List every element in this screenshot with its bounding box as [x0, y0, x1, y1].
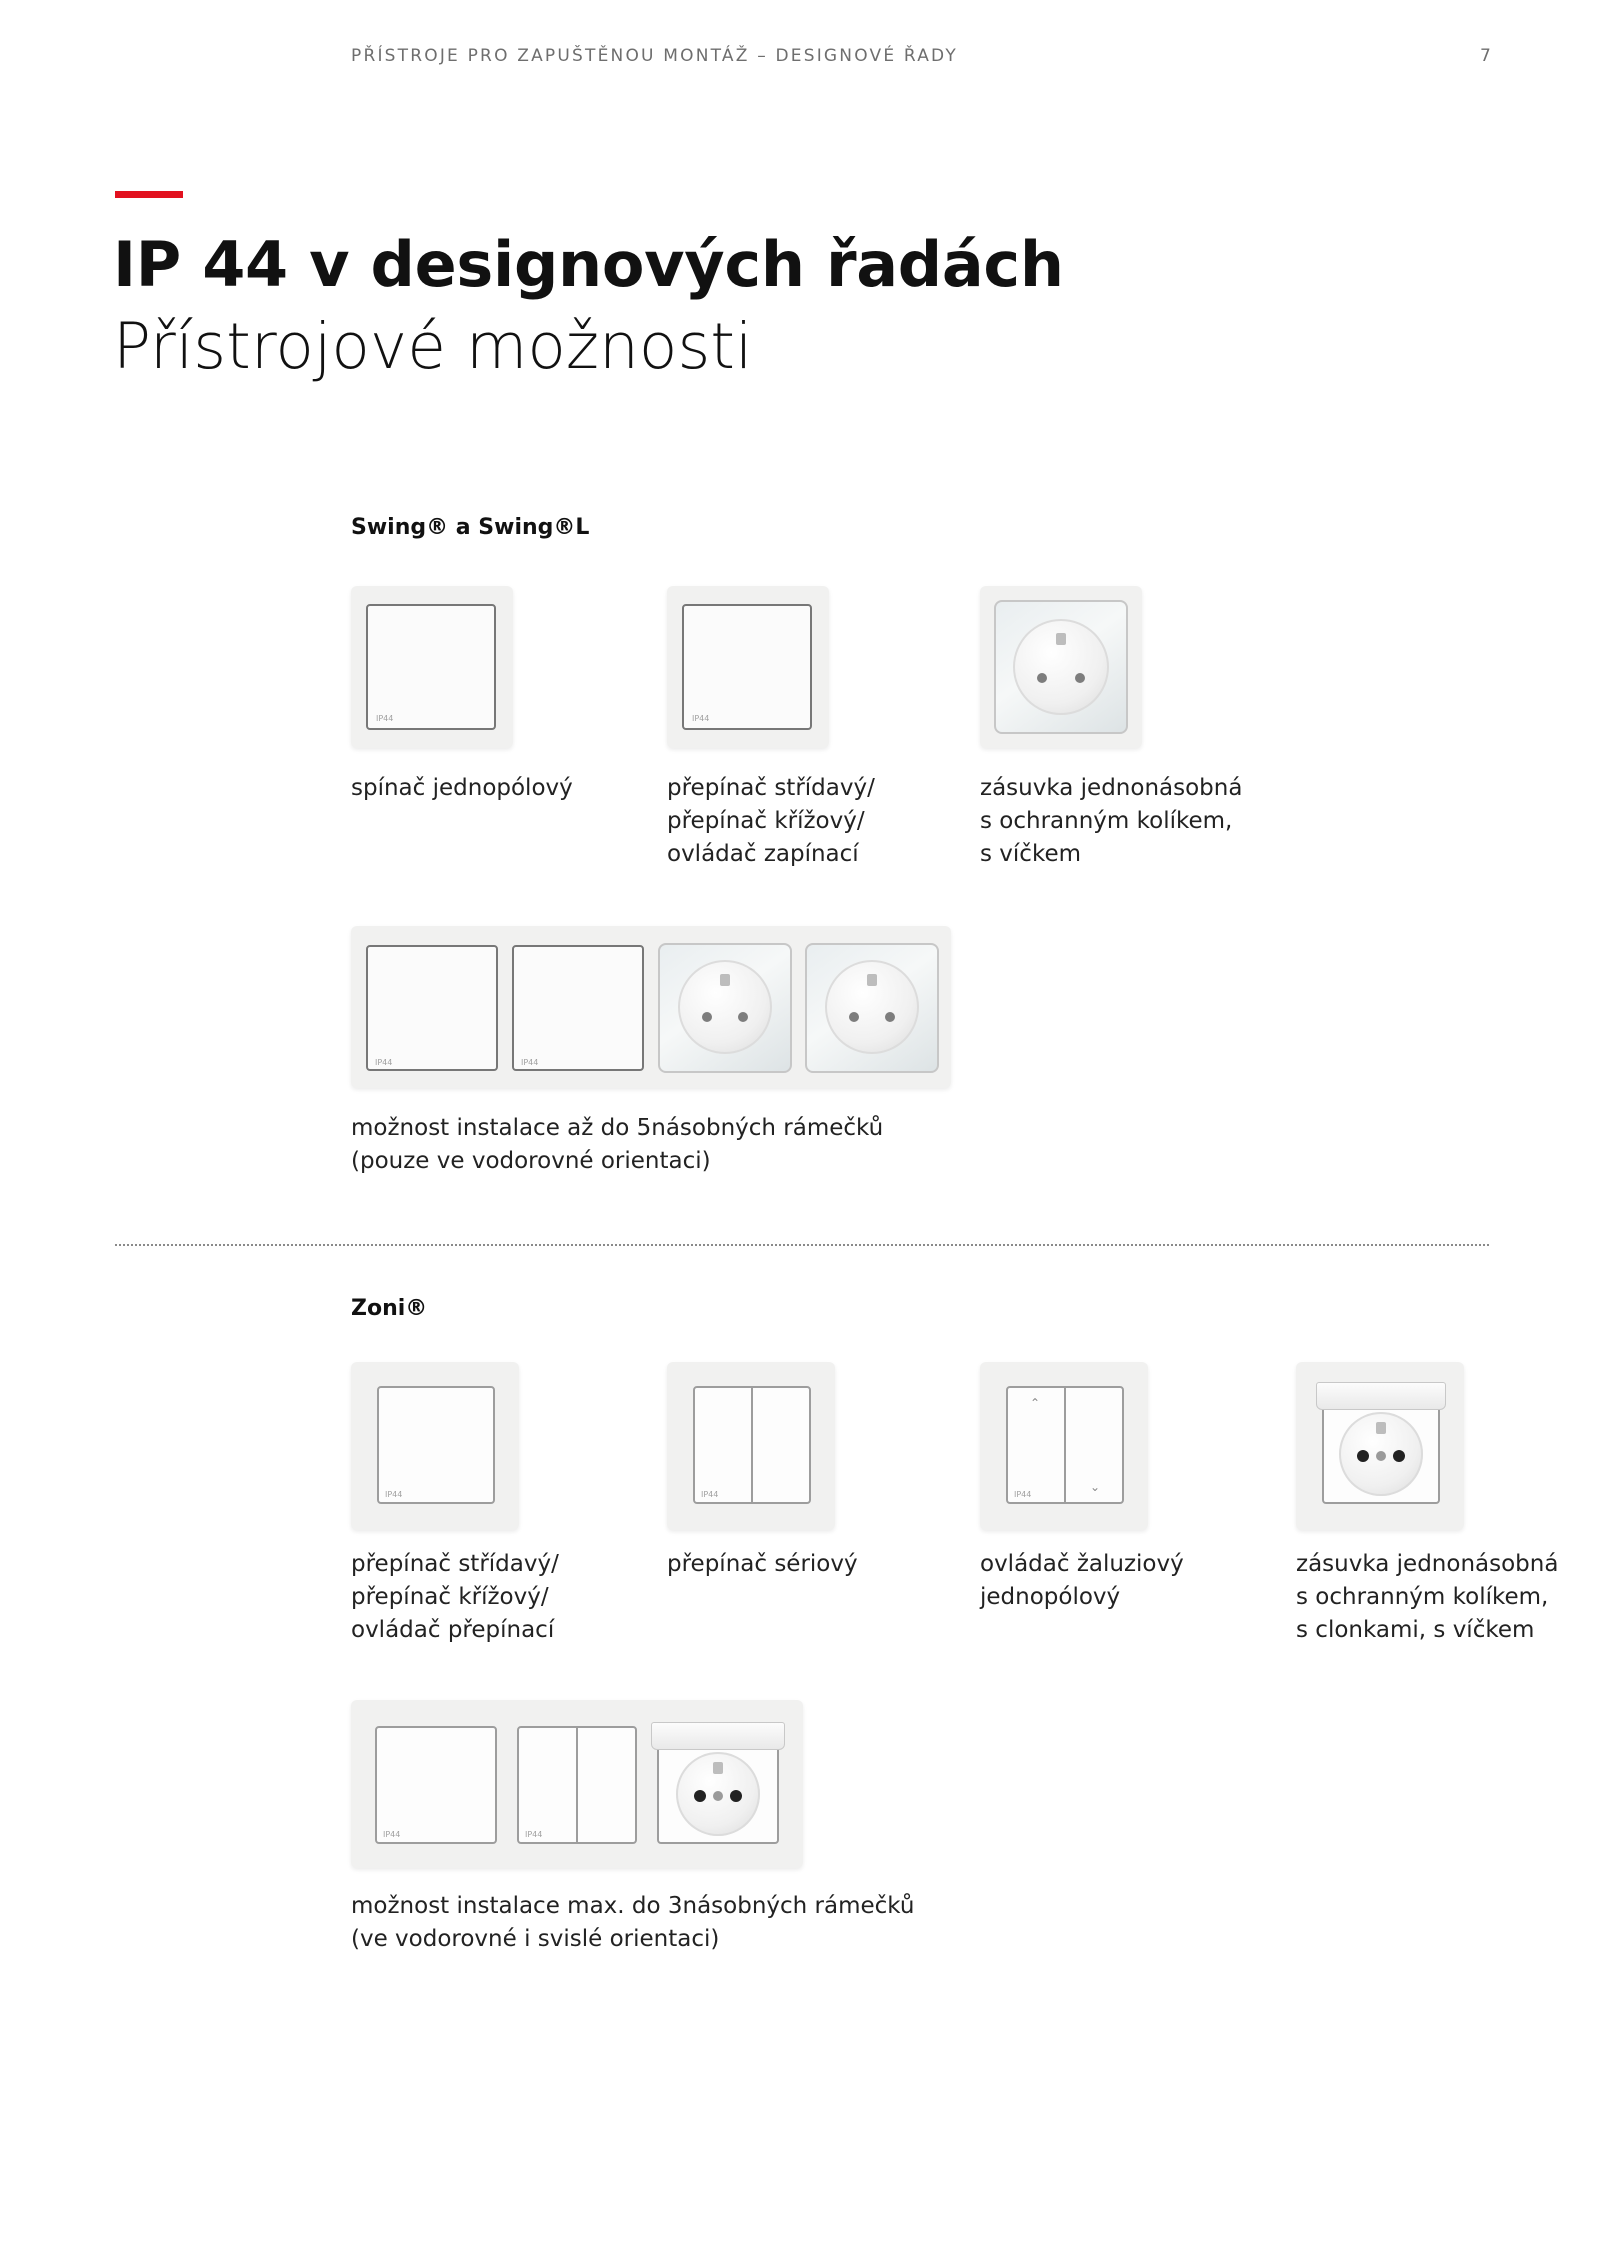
socket-face	[676, 1752, 760, 1836]
running-header: PŘÍSTROJE PRO ZAPUŠTĚNOU MONTÁŽ – DESIGNOVÉ ŘADY	[351, 46, 958, 66]
caption-line: přepínač střídavý/	[351, 1551, 559, 1577]
ip44-mark: IP44	[385, 1490, 403, 1499]
hinged-lid	[651, 1722, 785, 1750]
zoni-product-1-caption	[351, 1548, 559, 1647]
socket-hole	[885, 1012, 895, 1022]
up-arrow-icon: ⌃	[1030, 1396, 1041, 1410]
caption-line: s ochranným kolíkem,	[1296, 1584, 1549, 1610]
switch-rocker	[682, 604, 812, 730]
zoni-series-switch-photo	[667, 1362, 835, 1530]
rocker-split	[576, 1728, 578, 1842]
earth-pin	[720, 974, 730, 986]
section-label-swing: Swing® a Swing®L	[351, 515, 590, 540]
socket-hole	[1393, 1450, 1405, 1462]
section-label-zoni: Zoni®	[351, 1296, 428, 1321]
switch-rocker	[366, 604, 496, 730]
ip44-mark: IP44	[521, 1058, 539, 1067]
ip44-mark: IP44	[1014, 1490, 1032, 1499]
earth-pin	[1056, 633, 1066, 645]
zoni-product-4-caption	[1296, 1548, 1558, 1647]
socket-hole	[738, 1012, 748, 1022]
hinged-lid	[1316, 1382, 1446, 1410]
caption-line: zásuvka jednonásobná	[1296, 1551, 1559, 1577]
ip44-mark: IP44	[383, 1830, 401, 1839]
swing-combination-caption	[351, 1112, 883, 1178]
swing-combination-photo	[351, 926, 951, 1088]
swing-changeover-switch-photo	[667, 586, 829, 748]
caption-line: (pouze ve vodorovné orientaci)	[351, 1148, 711, 1174]
switch-rocker	[377, 1386, 495, 1504]
ip44-mark: IP44	[376, 714, 394, 723]
caption-line: ovládač přepínací	[351, 1617, 555, 1643]
socket-hole	[1075, 673, 1085, 683]
section-divider	[115, 1244, 1489, 1246]
zoni-blind-control-photo	[980, 1362, 1148, 1530]
caption-line: přepínač sériový	[667, 1551, 858, 1577]
caption-line: možnost instalace až do 5násobných rámečků	[351, 1115, 884, 1141]
earth-pin	[1376, 1422, 1386, 1434]
socket-hole	[730, 1790, 742, 1802]
socket-face	[1013, 619, 1109, 715]
socket-face	[678, 960, 772, 1054]
swing-socket-photo	[980, 586, 1142, 748]
caption-line: (ve vodorovné i svislé orientaci)	[351, 1926, 720, 1952]
earth-pin	[713, 1762, 723, 1774]
socket-hole	[849, 1012, 859, 1022]
shutter-center	[1376, 1451, 1386, 1461]
caption-line: s clonkami, s víčkem	[1296, 1617, 1535, 1643]
zoni-combination-photo	[351, 1700, 803, 1868]
ip44-mark: IP44	[692, 714, 710, 723]
socket-hole	[702, 1012, 712, 1022]
switch-rocker	[366, 945, 498, 1071]
socket-face	[825, 960, 919, 1054]
rocker-split	[751, 1388, 753, 1502]
swing-product-3-caption	[980, 772, 1242, 871]
caption-line: přepínač křížový/	[351, 1584, 549, 1610]
switch-rocker	[375, 1726, 497, 1844]
socket-hole	[694, 1790, 706, 1802]
caption-line: zásuvka jednonásobná	[980, 775, 1243, 801]
earth-pin	[867, 974, 877, 986]
ip44-mark: IP44	[525, 1830, 543, 1839]
shutter-center	[713, 1791, 723, 1801]
rocker-split	[1064, 1388, 1066, 1502]
caption-line: přepínač křížový/	[667, 808, 865, 834]
socket-hole	[1357, 1450, 1369, 1462]
caption-line: ovládač zapínací	[667, 841, 859, 867]
swing-switch-photo	[351, 586, 513, 748]
zoni-product-3-caption	[980, 1548, 1184, 1614]
page-number: 7	[1480, 46, 1491, 66]
caption-line: ovládač žaluziový	[980, 1551, 1184, 1577]
switch-rocker	[512, 945, 644, 1071]
caption-line: přepínač střídavý/	[667, 775, 875, 801]
caption-line: s ochranným kolíkem,	[980, 808, 1233, 834]
down-arrow-icon: ⌄	[1090, 1480, 1101, 1494]
swing-product-1-caption	[351, 772, 573, 805]
accent-bar	[115, 191, 183, 198]
caption-line: s víčkem	[980, 841, 1081, 867]
ip44-mark: IP44	[375, 1058, 393, 1067]
caption-line: jednopólový	[980, 1584, 1121, 1610]
page-subtitle: Přístrojové možnosti	[113, 310, 753, 383]
caption-line: možnost instalace max. do 3násobných rámečků	[351, 1893, 915, 1919]
zoni-product-2-caption	[667, 1548, 858, 1581]
socket-face	[1339, 1412, 1423, 1496]
zoni-changeover-switch-photo	[351, 1362, 519, 1530]
socket-hole	[1037, 673, 1047, 683]
page-title: IP 44 v designových řadách	[113, 228, 1064, 301]
ip44-mark: IP44	[701, 1490, 719, 1499]
swing-product-2-caption	[667, 772, 875, 871]
caption-line: spínač jednopólový	[351, 775, 573, 801]
zoni-socket-photo	[1296, 1362, 1464, 1530]
zoni-combination-caption	[351, 1890, 915, 1956]
